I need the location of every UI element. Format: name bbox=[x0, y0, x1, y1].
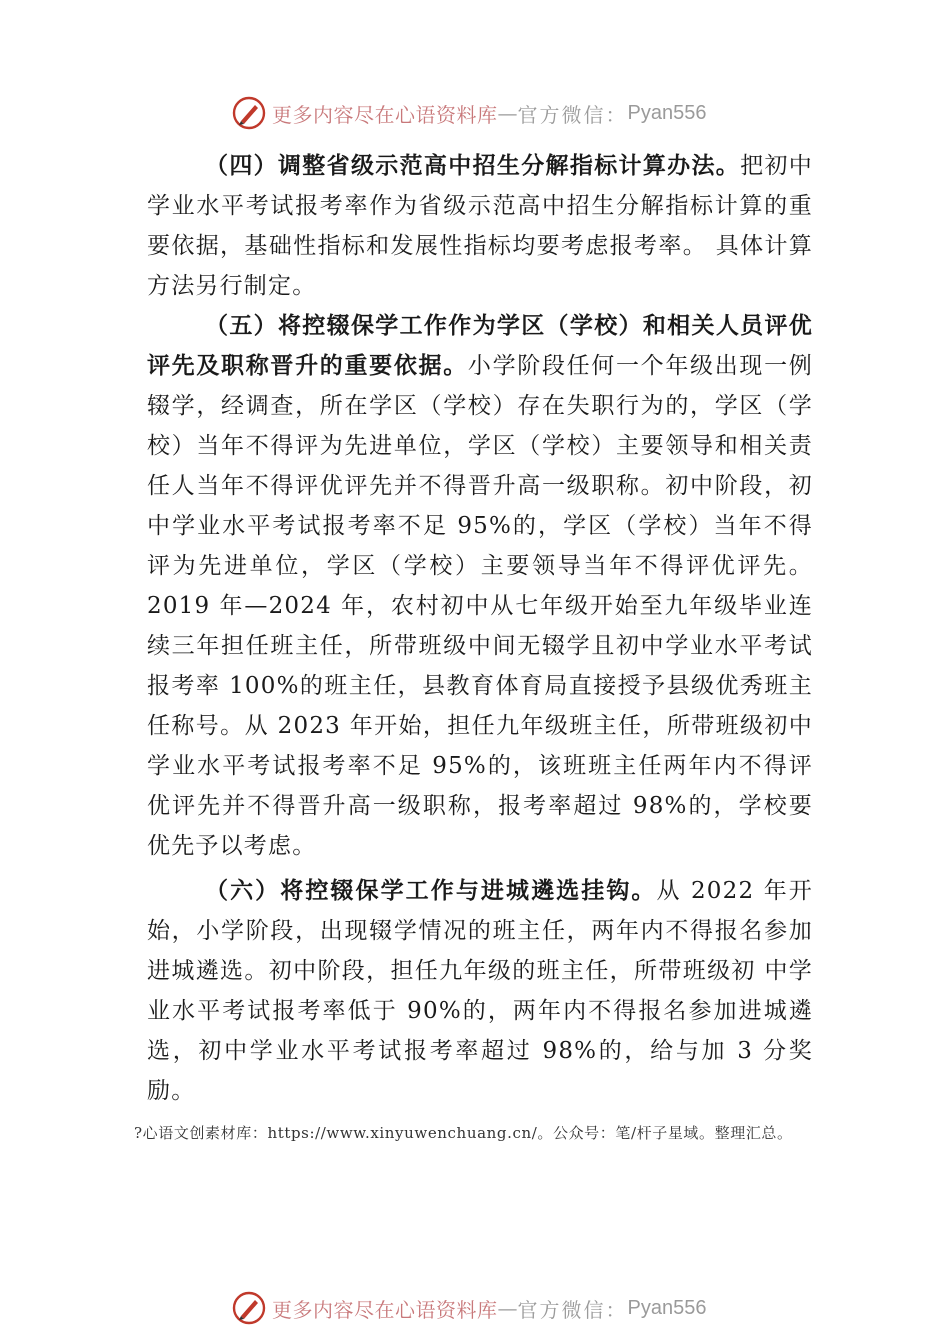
paragraph-4-body: 把初中学业水平考试报考率作为省级示范高中招生分解指标计算的重要依据，基础性指标和发展性指标均要考虑报考率。 具体计算方法另行制定。 bbox=[147, 153, 813, 299]
paragraph-6 bbox=[147, 871, 813, 1111]
banner-separator: — bbox=[497, 101, 518, 125]
paragraph-4 bbox=[147, 146, 813, 306]
footer-banner bbox=[232, 1291, 706, 1325]
banner-wechat-id: Pyan556 bbox=[627, 101, 707, 124]
paragraph-4-heading: （四）调整省级示范高中招生分解指标计算办法。 bbox=[205, 152, 741, 179]
paragraph-5-body: 小学阶段任何一个年级出现一例辍学，经调查，所在学区（学校）存在失职行为的，学区（学校）当年不得评为先进单位，学区（学校）主要领导和相关责任人当年不得评优评先并不得晋升高一级职称。初中阶段，初中学业水平考试报考率不足 95%的，学区（学校）当年不得评为先进单位，学区（学校）主要领导当年不得评优评先。2019 年—2024 年，农村初中从七年级开始至九年级毕业连续三年担任班主任，所带班级中间无辍学且初中学业水平考试报考率 100%的班主任，县教育体育局直接授予县级优秀班主任称号。从 2023 年开始，担任九年级班主任，所带班级初中学业水平考试报考率不足 95%的，该班班主任两年内不得评优评先并不得晋升高一级职称，报考率超过 98%的，学校要优先予以考虑。 bbox=[147, 353, 813, 859]
banner-separator: — bbox=[497, 1296, 518, 1320]
banner-wechat-id: Pyan556 bbox=[627, 1296, 707, 1319]
source-note: ?心语文创素材库：https://www.xinyuwenchuang.cn/。公众号：笔/杆子星域。整理汇总。 bbox=[134, 1124, 793, 1142]
banner-wechat-label: 官方微信： bbox=[517, 1297, 628, 1322]
banner-title: 更多内容尽在心语资料库 bbox=[272, 1297, 498, 1322]
banner-wechat-label: 官方微信： bbox=[517, 102, 628, 127]
pen-logo-icon bbox=[232, 1291, 266, 1325]
paragraph-6-body: 从 2022 年开始，小学阶段，出现辍学情况的班主任，两年内不得报名参加进城遴选。初中阶段，担任九年级的班主任，所带班级初 中学业水平考试报考率低于 90%的，两年内不得报名参加进城遴选，初中学业水平考试报考率超过 98%的，给与加 3 分奖励。 bbox=[147, 878, 813, 1104]
paragraph-6-heading: （六）将控辍保学工作与进城遴选挂钩。 bbox=[205, 877, 657, 904]
pen-logo-icon bbox=[232, 96, 266, 130]
header-banner bbox=[232, 96, 706, 130]
paragraph-5-heading: （五）将控辍保学工作作为学区（学校）和相关人员评优评先及职称晋升的重要依据。 bbox=[147, 312, 813, 379]
paragraph-5 bbox=[147, 306, 813, 866]
banner-title: 更多内容尽在心语资料库 bbox=[272, 102, 498, 127]
